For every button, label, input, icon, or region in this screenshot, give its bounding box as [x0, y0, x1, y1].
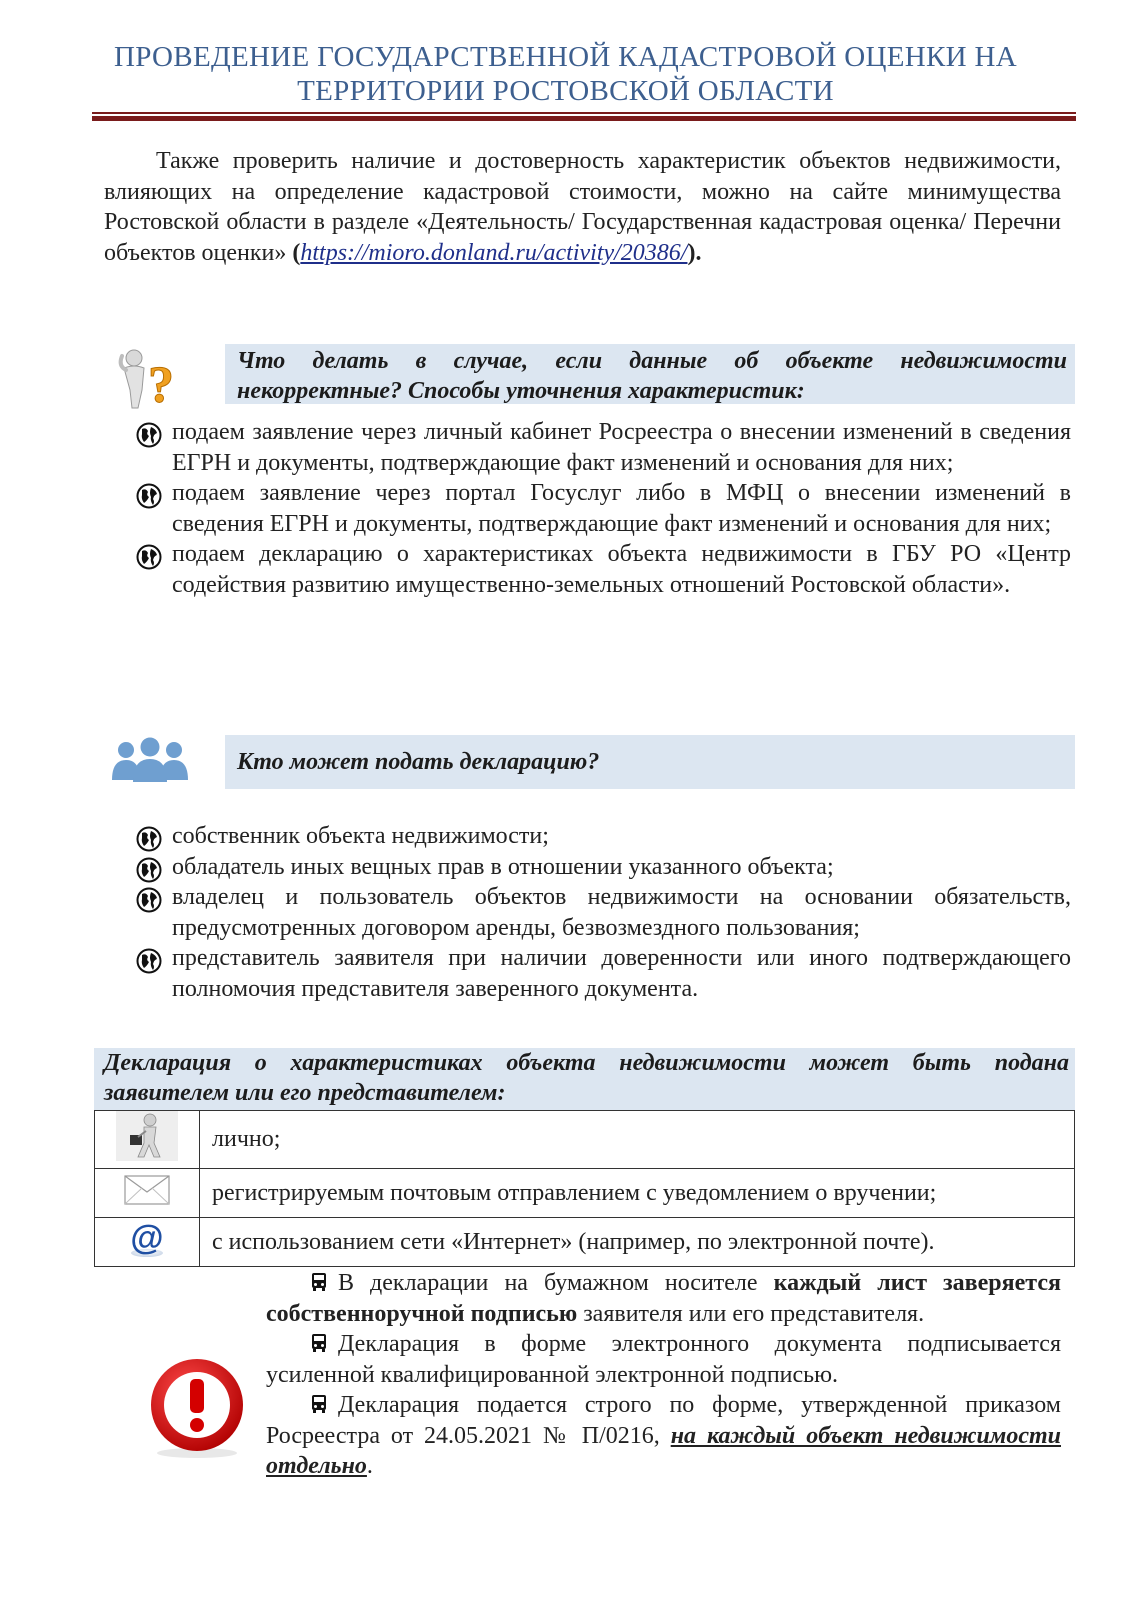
note-3: Декларация подается строго по форме, утвержденной приказом Росреестра от 24.05.2021 № П/0216, на каждый объект недвижимости отдельно. — [266, 1392, 1061, 1479]
section1-heading-line1: Что делать в случае, если данные об объекте недвижимости — [237, 348, 1067, 374]
section3-heading-line2: заявителем или его представителем: — [104, 1080, 506, 1106]
table-row — [95, 1218, 1075, 1267]
note-1: В декларации на бумажном носителе каждый лист заверяется собственноручной подписью заявителя или его представителя. — [266, 1270, 1061, 1327]
person-walking-icon — [116, 1111, 178, 1161]
globe-bullet-icon — [136, 826, 162, 852]
globe-bullet-icon — [136, 422, 162, 448]
declarants-list — [136, 821, 1071, 1004]
title-line-2: ТЕРРИТОРИИ РОСТОВСКОЙ ОБЛАСТИ — [297, 75, 834, 107]
envelope-icon — [124, 1174, 170, 1206]
submission-methods-table — [94, 1110, 1075, 1267]
list-item: владелец и пользователь объектов недвижимости на основании обязательств, предусмотренных договором аренды, безвозмездного пользования; — [136, 882, 1071, 943]
section2-heading: Кто может подать декларацию? — [225, 735, 1075, 789]
correction-methods-list — [136, 417, 1071, 600]
list-item: обладатель иных вещных прав в отношении указанного объекта; — [136, 852, 1071, 883]
list-item: собственник объекта недвижимости; — [136, 821, 1071, 852]
at-sign-icon — [127, 1219, 167, 1259]
svg-text:?: ? — [148, 357, 174, 410]
list-item: подаем заявление через личный кабинет Росреестра о внесении изменений в сведения ЕГРН и документы, подтверждающие факт изменений и основания для них; — [136, 417, 1071, 478]
globe-bullet-icon — [136, 948, 162, 974]
list-item: подаем заявление через портал Госуслуг либо в МФЦ о внесении изменений в сведения ЕГРН и документы, подтверждающие факт изменений и основания для них; — [136, 478, 1071, 539]
intro-text: Также проверить наличие и достоверность характеристик объектов недвижимости, влияющих на определение кадастровой стоимости, можно на сайте минимущества Ростовской области в разделе «Деятельность/ Государственная кадастровая оценка/ Перечни объектов оценки» — [104, 148, 1061, 266]
globe-bullet-icon — [136, 887, 162, 913]
title-divider-thick — [92, 116, 1076, 121]
page-title — [60, 40, 1071, 108]
title-divider-thin — [92, 112, 1076, 114]
declaration-notes — [266, 1268, 1061, 1482]
section1-heading-line2: некорректные? Способы уточнения характеристик: — [237, 378, 805, 404]
intro-paragraph: Также проверить наличие и достоверность характеристик объектов недвижимости, влияющих на определение кадастровой стоимости, можно на сайте минимущества Ростовской области в разделе «Деятельность/ Государственная кадастровая оценка/ Перечни объектов оценки» (https://mioro.donland.ru/activity/20386/). — [104, 148, 1061, 266]
table-row — [95, 1169, 1075, 1218]
method-text: лично; — [200, 1111, 1075, 1169]
section1-heading — [225, 344, 1075, 404]
note-2: Декларация в форме электронного документа подписывается усиленной квалифицированной электронной подписью. — [266, 1331, 1061, 1388]
section3-heading — [94, 1048, 1075, 1110]
bus-bullet-icon — [310, 1272, 328, 1292]
table-row — [95, 1111, 1075, 1169]
bus-bullet-icon — [310, 1333, 328, 1353]
globe-bullet-icon — [136, 544, 162, 570]
svg-text:@: @ — [130, 1218, 164, 1257]
title-line-1: ПРОВЕДЕНИЕ ГОСУДАРСТВЕННОЙ КАДАСТРОВОЙ ОЦЕНКИ НА — [114, 41, 1017, 73]
list-item: представитель заявителя при наличии доверенности или иного подтверждающего полномочия представителя заверенного документа. — [136, 943, 1071, 1004]
mioro-link[interactable]: https://mioro.donland.ru/activity/20386/ — [300, 239, 688, 266]
method-text: с использованием сети «Интернет» (например, по электронной почте). — [200, 1218, 1075, 1267]
globe-bullet-icon — [136, 857, 162, 883]
list-item: подаем декларацию о характеристиках объекта недвижимости в ГБУ РО «Центр содействия развитию имущественно-земельных отношений Ростовской области». — [136, 539, 1071, 600]
method-text: регистрируемым почтовым отправлением с уведомлением о вручении; — [200, 1169, 1075, 1218]
exclamation-warning-icon — [145, 1355, 249, 1459]
section3-heading-line1: Декларация о характеристиках объекта недвижимости может быть подана — [104, 1050, 1069, 1076]
bus-bullet-icon — [310, 1394, 328, 1414]
people-group-icon — [110, 736, 190, 784]
question-person-icon — [112, 346, 182, 410]
globe-bullet-icon — [136, 483, 162, 509]
